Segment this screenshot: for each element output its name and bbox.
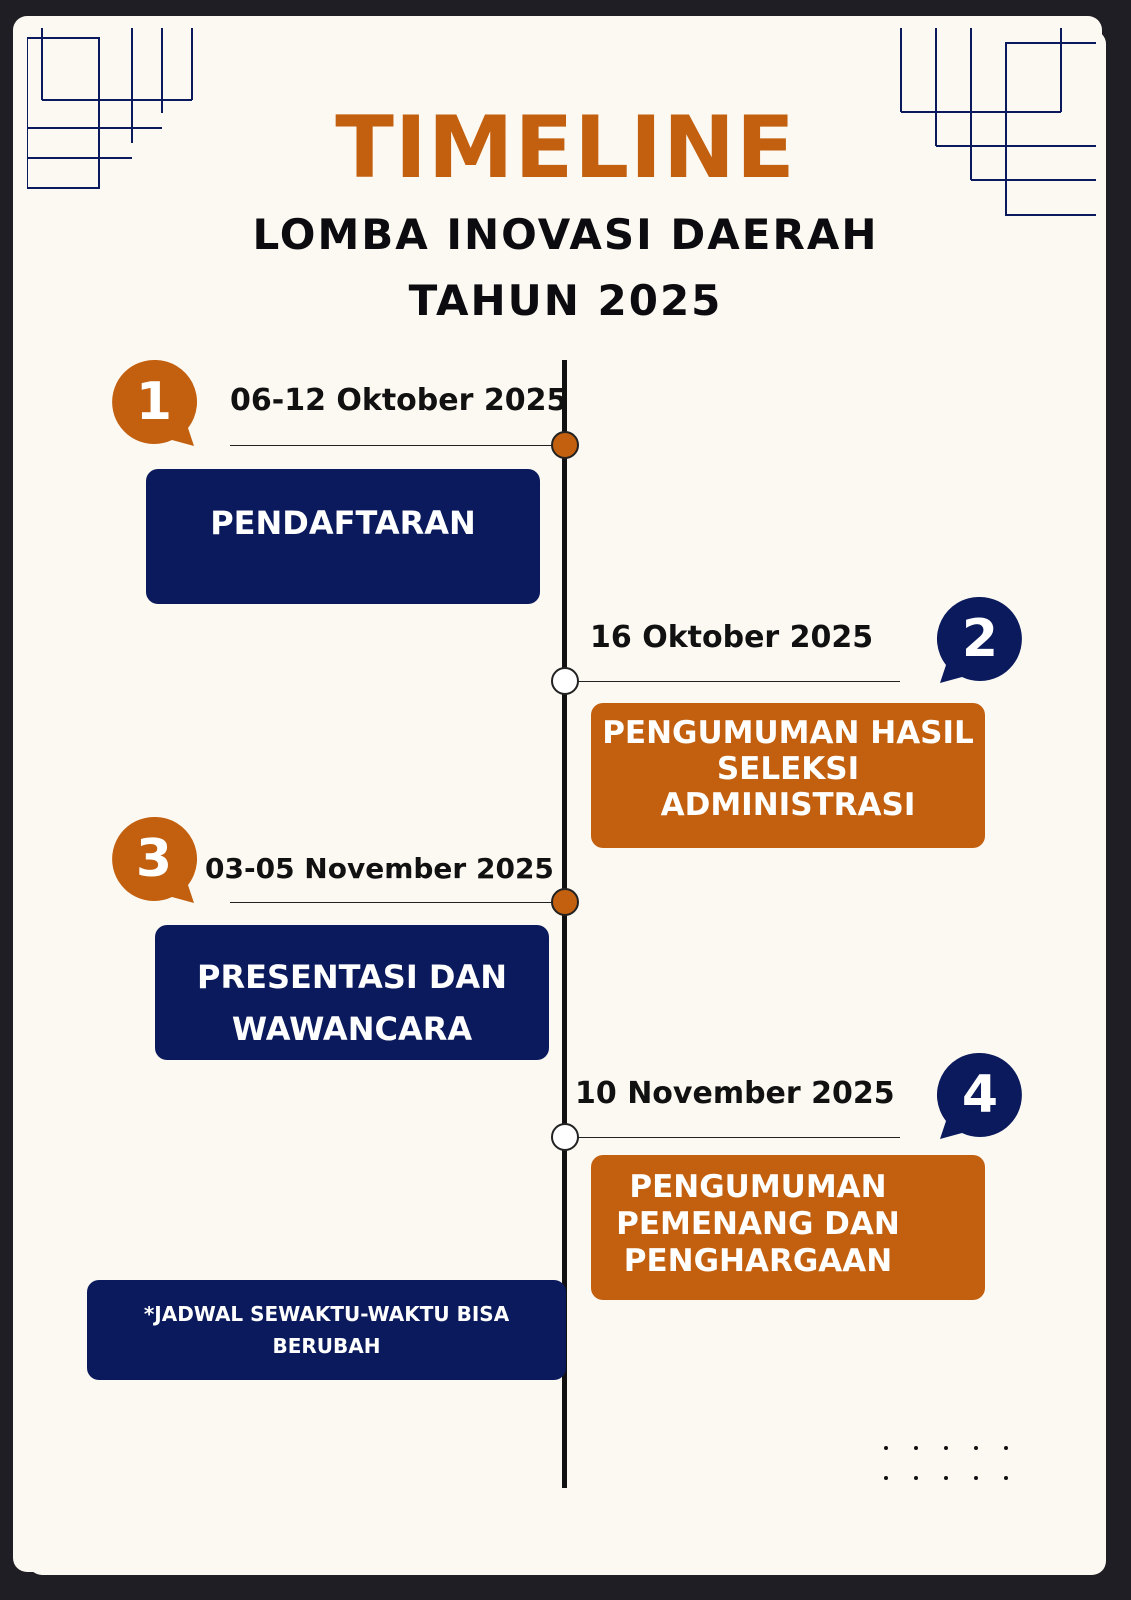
step-label: PRESENTASI DAN [197, 958, 507, 996]
timeline-marker [551, 888, 579, 916]
step-date: 03-05 November 2025 [205, 852, 554, 885]
note-text: BERUBAH [272, 1334, 381, 1358]
step-date: 10 November 2025 [575, 1076, 895, 1111]
step-label: PENGUMUMAN [629, 1169, 887, 1205]
step-label: PENGHARGAAN [623, 1243, 893, 1279]
schedule-note [87, 1280, 566, 1380]
step-label: PENDAFTARAN [210, 504, 476, 542]
step-label: PEMENANG DAN [616, 1206, 900, 1242]
step-label: SELEKSI ADMINISTRASI [660, 751, 916, 823]
step-box [591, 703, 985, 848]
step-date: 16 Oktober 2025 [590, 620, 874, 655]
page-title: TIMELINE [335, 98, 796, 198]
step-box [591, 1155, 985, 1300]
date-underline [565, 681, 900, 682]
step-box [146, 469, 540, 604]
note-text: *JADWAL SEWAKTU-WAKTU BISA [143, 1302, 510, 1326]
step-label: PENGUMUMAN HASIL [602, 715, 974, 751]
date-underline [565, 1137, 900, 1138]
timeline-marker [551, 1123, 579, 1151]
step-number: 4 [961, 1065, 999, 1125]
date-underline [230, 902, 565, 903]
step-box [155, 925, 549, 1060]
page-subtitle-line2: TAHUN 2025 [408, 276, 723, 325]
step-date: 06-12 Oktober 2025 [230, 383, 568, 418]
page-subtitle-line1: LOMBA INOVASI DAERAH [252, 210, 879, 259]
step-label: WAWANCARA [231, 1010, 473, 1048]
step-number: 1 [135, 372, 173, 432]
step-number: 2 [961, 609, 999, 669]
date-underline [230, 445, 565, 446]
timeline-marker [551, 667, 579, 695]
timeline-marker [551, 431, 579, 459]
step-number: 3 [135, 829, 173, 889]
